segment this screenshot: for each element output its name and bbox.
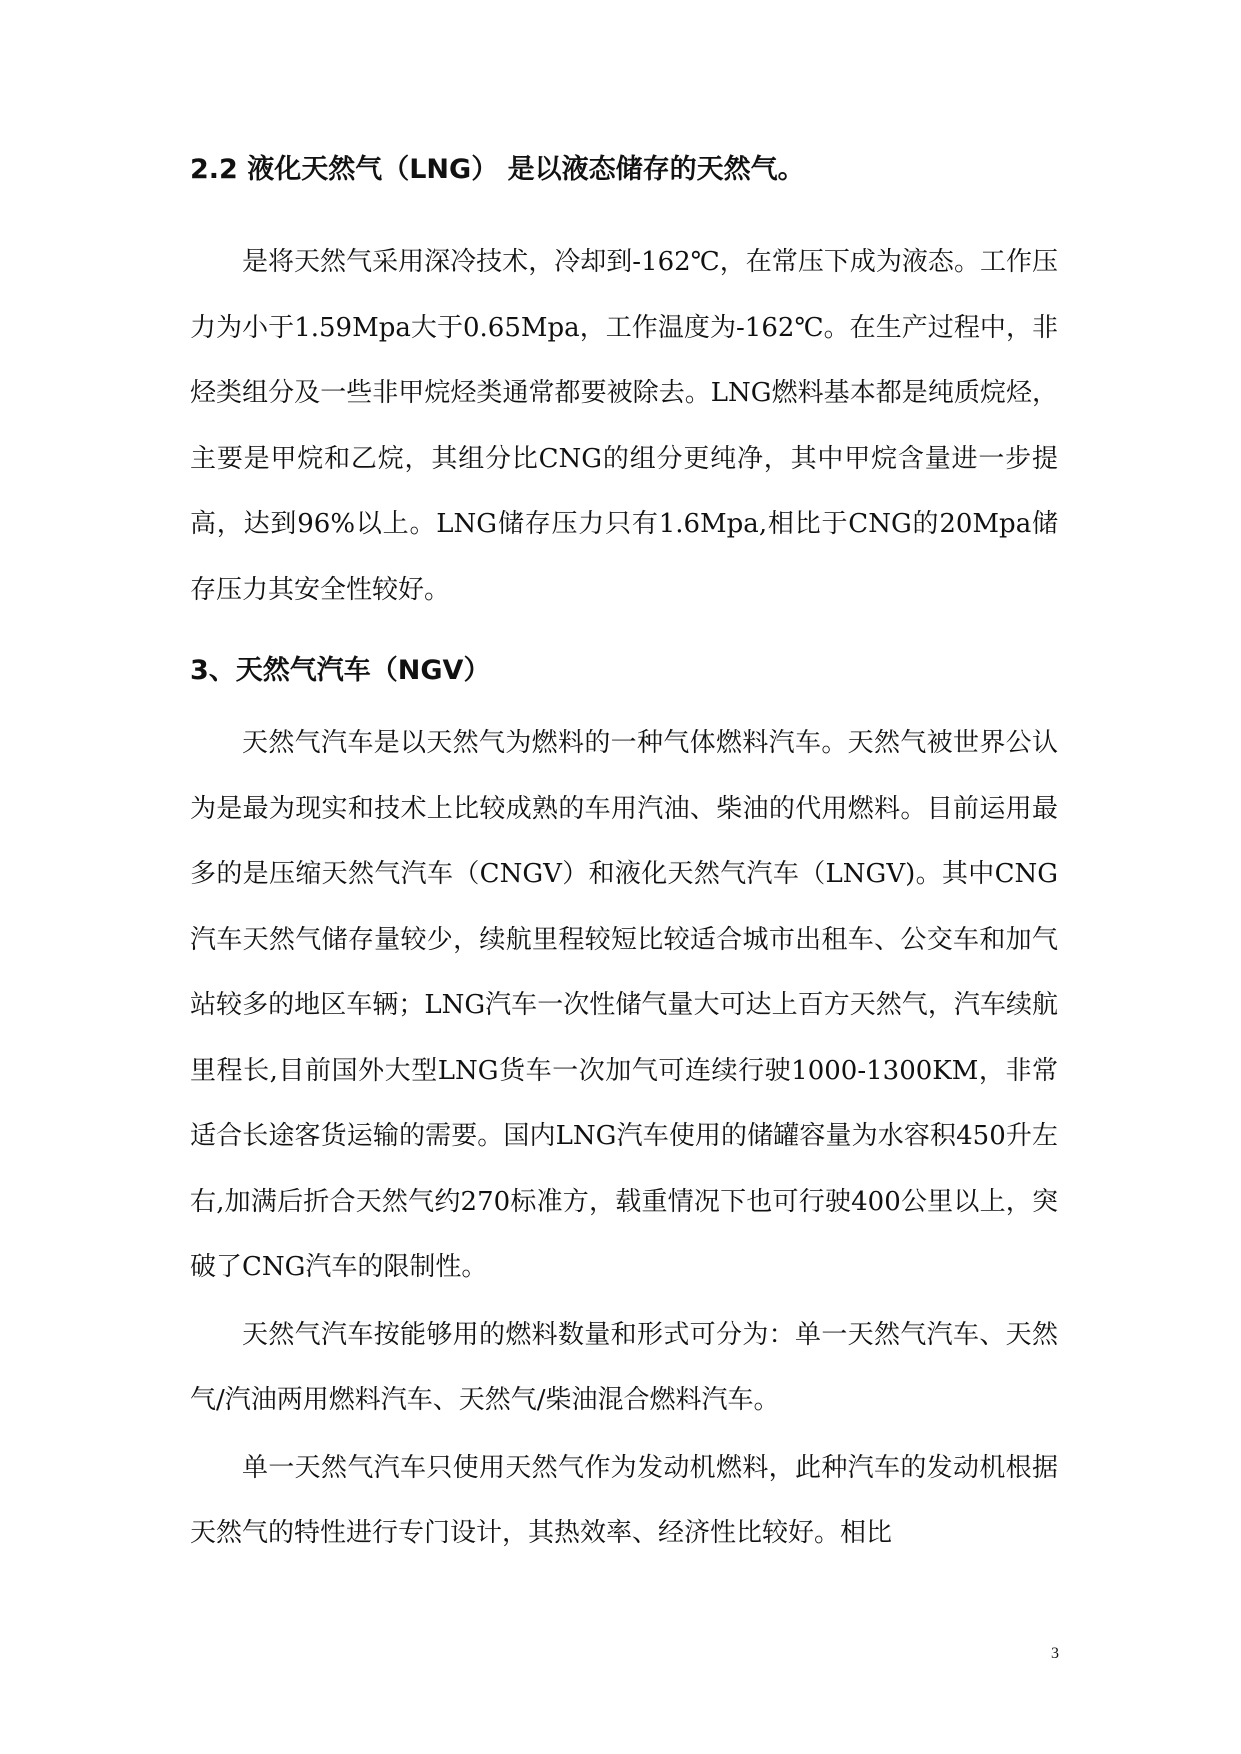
paragraph-ngv-description: 天然气汽车是以天然气为燃料的一种气体燃料汽车。天然气被世界公认为是最为现实和技术上比较成熟的车用汽油、柴油的代用燃料。目前运用最多的是压缩天然气汽车（CNGV）和液化天然气汽车（LNGV)。其中CNG汽车天然气储存量较少，续航里程较短比较适合城市出租车、公交车和加气站较多的地区车辆；LNG汽车一次性储气量大可达上百方天然气，汽车续航里程长,目前国外大型LNG货车一次加气可连续行驶1000-1300KM，非常适合长途客货运输的需要。国内LNG汽车使用的储罐容量为水容积450升左右,加满后折合天然气约270标准方，载重情况下也可行驶400公里以上，突破了CNG汽车的限制性。 xyxy=(190,728,1058,1282)
paragraph-lng-description: 是将天然气采用深冷技术，冷却到-162℃，在常压下成为液态。工作压力为小于1.59Mpa大于0.65Mpa，工作温度为-162℃。在生产过程中，非烃类组分及一些非甲烷烃类通常都要被除去。LNG燃料基本都是纯质烷烃，主要是甲烷和乙烷，其组分比CNG的组分更纯净，其中甲烷含量进一步提高，达到96%以上。LNG储存压力只有1.6Mpa,相比于CNG的20Mpa储存压力其安全性较好。 xyxy=(190,247,1058,605)
paragraph-ngv-classification: 天然气汽车按能够用的燃料数量和形式可分为：单一天然气汽车、天然气/汽油两用燃料汽车、天然气/柴油混合燃料汽车。 xyxy=(190,1319,1058,1415)
section-heading-2-2: 2.2 液化天然气（LNG） 是以液态储存的天然气。 xyxy=(190,154,805,185)
page-number: 3 xyxy=(1051,1645,1059,1662)
paragraph-single-fuel-ngv: 单一天然气汽车只使用天然气作为发动机燃料，此种汽车的发动机根据天然气的特性进行专门设计，其热效率、经济性比较好。相比 xyxy=(190,1452,1058,1548)
section-heading-3: 3、天然气汽车（NGV） xyxy=(190,655,491,686)
page-content xyxy=(190,152,1058,1567)
